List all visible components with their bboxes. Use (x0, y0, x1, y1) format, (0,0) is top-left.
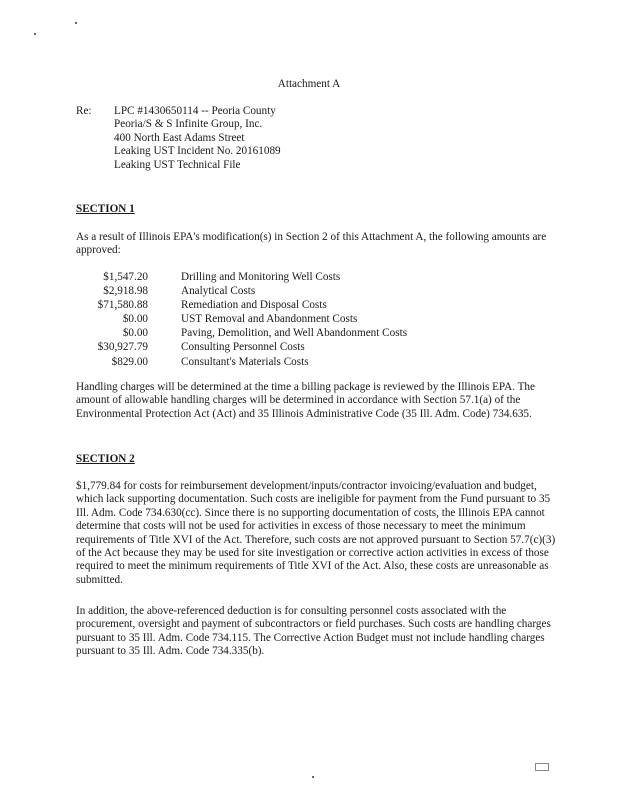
cost-description: Consultant's Materials Costs (181, 355, 309, 368)
handling-charges-text: Handling charges will be determined at the time a billing package is reviewed by the Illinois EPA. The amount of allowable handling charges will be determined in accordance with Section 57.1(a) of the Environmental Protection Act (Act) and 35 Illinois Administrative Code (35 Ill. Adm. Code) 734.635. (76, 381, 535, 420)
cost-amount: $0.00 (122, 313, 148, 326)
cost-amount: $829.00 (111, 355, 148, 368)
cost-description: Remediation and Disposal Costs (181, 299, 327, 312)
cost-row (76, 299, 496, 313)
approved-costs-list (76, 271, 496, 370)
cost-row (76, 271, 496, 285)
section-2-paragraph-1 (76, 480, 560, 587)
re-line: Leaking UST Technical File (114, 158, 241, 171)
cost-description: Paving, Demolition, and Well Abandonment Costs (181, 327, 408, 340)
cost-row (76, 313, 496, 327)
cost-amount: $0.00 (122, 327, 148, 340)
cost-amount: $71,580.88 (97, 299, 148, 312)
section-2-paragraph-1-text: $1,779.84 for costs for reimbursement development/inputs/contractor invoicing/evaluation and budget, which lack supporting documentation. Such costs are ineligible for payment from the Fund pursuant to 35 Ill. Adm. Code 734.630(cc). Since there is no supporting documentation of costs, the Illinois EPA cannot determine that costs will not be used for activities in excess of those necessary to meet the minimum requirements of Title XVI of the Act. Therefore, such costs are not approved pursuant to Section 57.7(c)(3) of the Act because they may be used for site investigation or corrective action activities in excess of those required to meet the minimum requirements of Title XVI of the Act. Also, these costs are unreasonable as submitted. (76, 480, 556, 586)
section-2-paragraph-2-text: In addition, the above-referenced deduction is for consulting personnel costs associated with the procurement, oversight and payment of subcontractors or field purchases. Such costs are handling charges pursuant to 35 Ill. Adm. Code 734.115. The Corrective Action Budget must not include handling charges pursuant to 35 Ill. Adm. Code 734.335(b). (76, 605, 551, 658)
section-1-heading: SECTION 1 (76, 203, 135, 215)
scan-speck (312, 776, 314, 778)
page-stamp-mark (535, 763, 549, 771)
cost-description: Analytical Costs (181, 285, 256, 298)
cost-row (76, 356, 496, 370)
section-1-intro-text: As a result of Illinois EPA's modification(s) in Section 2 of this Attachment A, the following amounts are approved: (76, 231, 547, 257)
re-block (76, 105, 281, 172)
handling-charges-paragraph (76, 381, 560, 421)
scan-speck (75, 22, 77, 24)
re-lines (114, 105, 281, 172)
section-1-intro (76, 231, 560, 258)
re-line: 400 North East Adams Street (114, 131, 245, 144)
cost-row (76, 285, 496, 299)
cost-description: UST Removal and Abandonment Costs (181, 313, 358, 326)
scan-speck (34, 33, 36, 35)
cost-row (76, 327, 496, 341)
section-2-heading: SECTION 2 (76, 453, 135, 465)
cost-amount: $1,547.20 (103, 271, 148, 283)
cost-amount: $30,927.79 (97, 341, 148, 354)
cost-description: Drilling and Monitoring Well Costs (181, 271, 341, 283)
section-2-paragraph-2 (76, 605, 560, 659)
cost-description: Consulting Personnel Costs (181, 341, 305, 354)
re-line: LPC #1430650114 -- Peoria County (114, 105, 276, 117)
re-line: Leaking UST Incident No. 20161089 (114, 145, 281, 158)
attachment-title: Attachment A (277, 78, 341, 90)
cost-amount: $2,918.98 (103, 285, 148, 298)
cost-row (76, 341, 496, 355)
re-line: Peoria/S & S Infinite Group, Inc. (114, 118, 263, 131)
re-label: Re: (76, 105, 92, 117)
